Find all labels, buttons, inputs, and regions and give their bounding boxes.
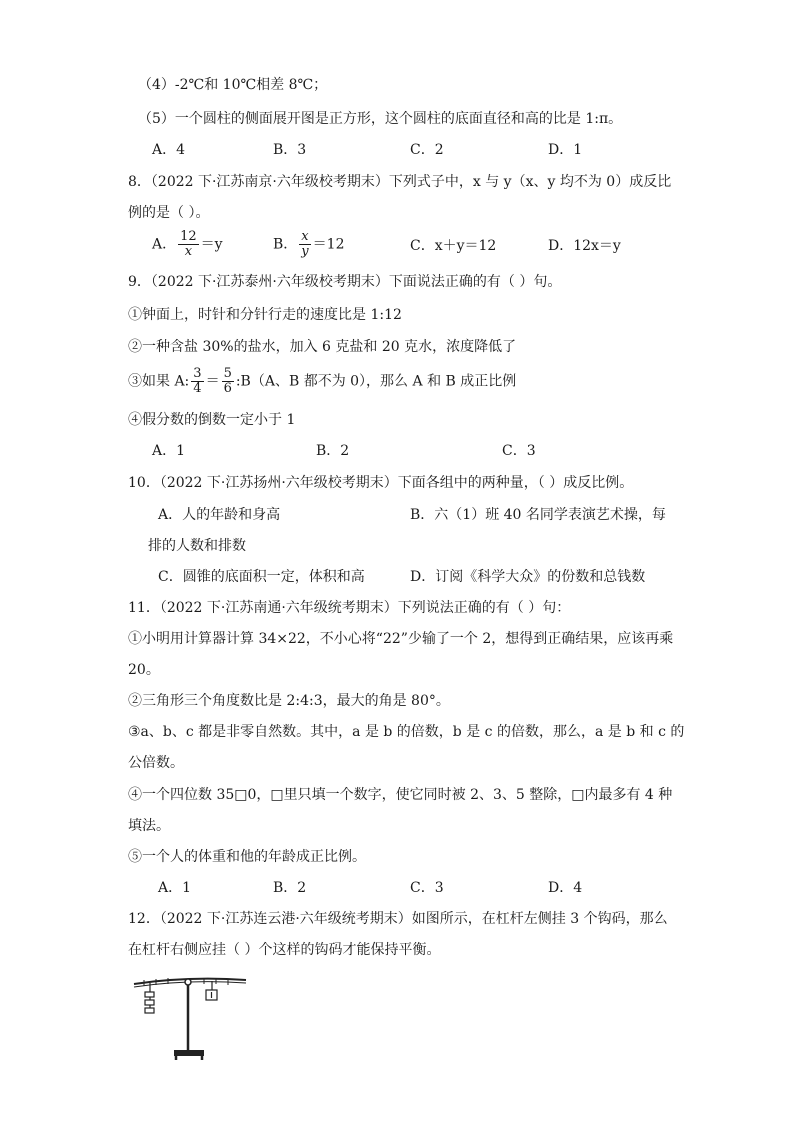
q7-option-d: D．1 [548,142,583,158]
q10-option-b-line2: 排的人数和排数 [148,538,246,554]
q11-option-d: D．4 [548,880,583,896]
q9-stem: 9．（2022 下·江苏泰州·六年级校考期末）下面说法正确的有（ ）句。 [128,274,562,290]
q8-option-c: C．x＋y＝12 [410,238,497,254]
q11-stem: 11．（2022 下·江苏南通·六年级统考期末）下列说法正确的有（ ）句： [128,600,571,616]
q11-option-b: B．2 [273,880,307,896]
q7-option-a: A．4 [152,142,186,158]
q8-option-b: B． $\frac{x}{y}$ ＝12 [273,229,345,259]
q9-statement-4: ④假分数的倒数一定小于 1 [128,412,296,428]
q9-statement-3: ③如果 A: $\frac{3}{4}$ ＝ $\frac{5}{6}$ :B（A、B 都不为 0），那么 A 和 B 成正比例 [128,366,517,396]
q12-stem-line2: 在杠杆右侧应挂（ ）个这样的钩码才能保持平衡。 [128,942,441,958]
q8-option-d: D．12x＝y [548,238,621,254]
q11-statement-3-line2: 公倍数。 [128,755,184,771]
q8-stem-line1: 8．（2022 下·江苏南京·六年级校考期末）下列式子中，x 与 y（x、y 均不为 0）成反比 [128,174,672,190]
q9-option-a: A．1 [152,443,186,459]
q10-option-d: D．订阅《科学大众》的份数和总钱数 [410,569,646,585]
q11-statement-1-line1: ①小明用计算器计算 34×22，不小心将“22”少输了一个 2，想得到正确结果，应该再乘 [128,631,674,647]
q11-statement-3-line1: ③a、b、c 都是非零自然数。其中，a 是 b 的倍数，b 是 c 的倍数，那么，a 是 b 和 c 的 [128,724,685,740]
lever-stand [174,985,204,1060]
q11-statement-5: ⑤一个人的体重和他的年龄成正比例。 [128,849,366,865]
statement-4: （4）-2℃和 10℃相差 8℃； [138,77,328,93]
q8-option-a: A． $\frac{12}{x}$ ＝y [152,229,223,259]
q11-option-a: A．1 [158,880,192,896]
q11-option-c: C．3 [410,880,444,896]
q7-option-b: B．3 [273,142,307,158]
q11-statement-4-line2: 填法。 [128,818,170,834]
q9-statement-2: ②一种含盐 30%的盐水，加入 6 克盐和 20 克水，浓度降低了 [128,339,517,355]
q10-option-b-line1: B．六（1）班 40 名同学表演艺术操，每 [410,507,666,523]
q11-statement-4-line1: ④一个四位数 35□0，□里只填一个数字，使它同时被 2、3、5 整除，□内最多有 4 种 [128,787,673,803]
q12-stem-line1: 12．（2022 下·江苏连云港·六年级统考期末）如图所示，在杠杆左侧挂 3 个钩码，那么 [128,911,668,927]
right-hook-weight [206,981,217,1000]
q11-statement-2: ②三角形三个角度数比是 2:4:3，最大的角是 80°。 [128,693,450,709]
q8-stem-line2: 例的是（ ）。 [128,205,210,221]
left-hook-weights [145,983,154,1013]
q10-option-a: A．人的年龄和身高 [158,507,281,523]
q10-stem: 10．（2022 下·江苏扬州·六年级校考期末）下面各组中的两种量，（ ）成反比例。 [128,475,634,491]
lever-pivot [185,979,191,985]
q9-statement-1: ①钟面上，时针和分针行走的速度比是 1:12 [128,307,402,323]
lever-illustration [128,970,256,1062]
statement-5: （5）一个圆柱的侧面展开图是正方形，这个圆柱的底面直径和高的比是 1:π。 [138,111,623,127]
q9-option-c: C．3 [502,443,536,459]
q10-option-c: C．圆锥的底面积一定，体积和高 [158,569,365,585]
q9-option-b: B．2 [316,443,350,459]
q7-option-c: C．2 [410,142,444,158]
q11-statement-1-line2: 20。 [128,662,160,678]
